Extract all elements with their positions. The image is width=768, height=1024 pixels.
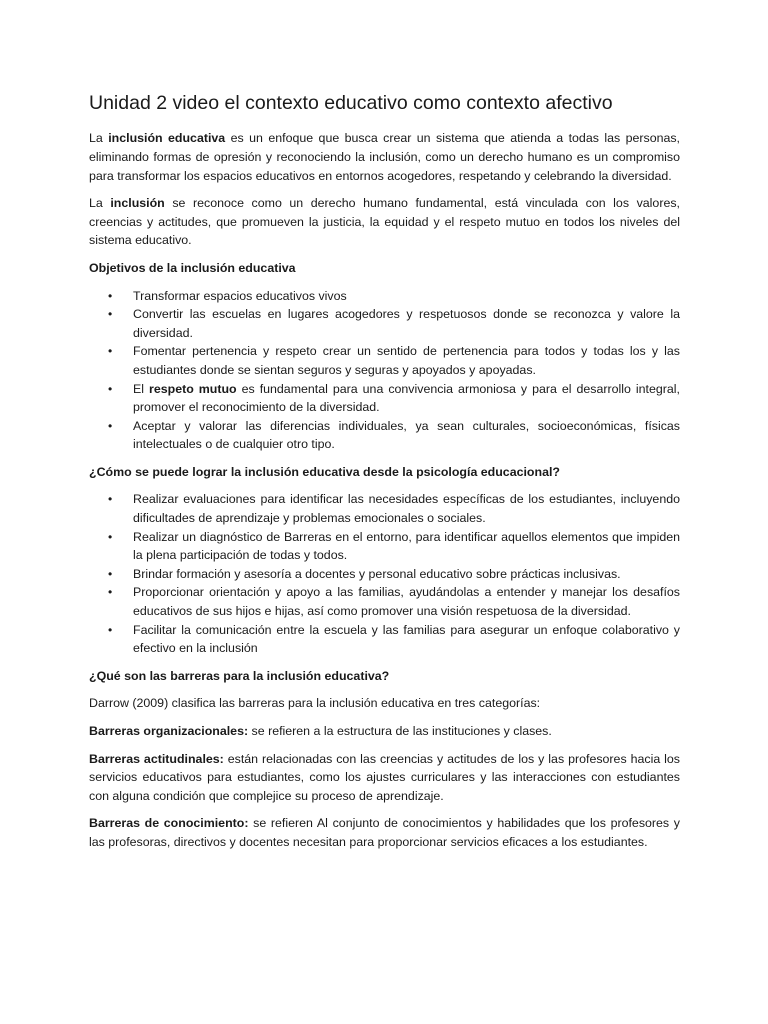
bullet-icon: • [108,622,113,637]
text-run: Aceptar y valorar las diferencias individuales, ya sean culturales, socioeconómicas, físicas intelectuales o de cualquier otro tipo. [133,418,680,452]
bullet-icon: • [108,381,113,396]
text-run: La [89,131,109,146]
list-item [89,490,680,527]
text-run: Convertir las escuelas en lugares acogedores y respetuosos donde se reconozca y valore la diversidad. [133,307,680,340]
list-objetivos [89,287,680,454]
text-run: La [89,196,111,211]
heading-objetivos: Objetivos de la inclusión educativa [89,260,296,275]
list-item [89,528,680,565]
bullet-icon: • [108,418,113,433]
text-run: están relacionadas con las creencias y actitudes de los y las profesores hacia los servicios educativos para estudiantes, como los ajustes curriculares y las interacciones con estudiantes con alguna condición que complejice su proceso de aprendizaje. [89,751,681,803]
paragraph-barreras-organizacionales [89,722,680,741]
bullet-icon: • [108,307,113,322]
text-run: es un enfoque que busca crear un sistema que atienda a todas las personas, eliminando formas de opresión y reconociendo la inclusión, como un derecho humano es un compromiso para transformar los espacios educativos en entornos acogedores, respetando y celebrando la diversidad. [89,131,681,183]
list-item [89,287,680,306]
text-run: El [133,381,150,396]
paragraph-barreras-conocimiento [89,814,680,851]
text-run: Brindar formación y asesoría a docentes y personal educativo sobre prácticas inclusivas. [133,566,621,581]
bullet-icon: • [108,344,113,359]
text-run: es fundamental para una convivencia armoniosa y para el desarrollo integral, promover el reconocimiento de la diversidad. [133,381,680,415]
paragraph-darrow: Darrow (2009) clasifica las barreras para la inclusión educativa en tres categorías: [89,696,541,711]
text-run: Transformar espacios educativos vivos [133,288,347,303]
bullet-icon: • [108,492,113,507]
paragraph-barreras-actitudinales [89,750,680,806]
list-item [89,380,680,417]
list-item [89,342,680,379]
paragraph-inclusion [89,194,680,250]
bullet-icon: • [108,288,113,303]
bold-term: inclusión educativa [108,131,226,146]
list-como [89,490,680,657]
bullet-icon: • [108,585,113,600]
text-run: Proporcionar orientación y apoyo a las familias, ayudándolas a entender y manejar los desafíos educativos de sus hijos e hijas, así como promover una visión respetuosa de la diversidad. [133,585,680,619]
bullet-icon: • [108,529,113,544]
text-run: Fomentar pertenencia y respeto crear un sentido de pertenencia para todos y todas los y las estudiantes donde se sientan seguros y seguras y apoyados y apoyadas. [133,344,680,377]
list-item [89,565,680,584]
text-run: se refieren a la estructura de las instituciones y clases. [248,724,552,739]
list-item [89,621,680,658]
text-run: Facilitar la comunicación entre la escuela y las familias para asegurar un enfoque colaborativo y efectivo en la inclusión [133,622,680,656]
bullet-icon: • [108,566,113,581]
document-body [89,92,680,861]
bold-term: respeto mutuo [149,381,237,396]
bold-term: Barreras actitudinales: [89,751,224,766]
heading-barreras: ¿Qué son las barreras para la inclusión educativa? [89,668,390,683]
list-item [89,305,680,342]
document-title: Unidad 2 video el contexto educativo como contexto afectivo [89,92,613,114]
bold-term: inclusión [110,196,165,211]
list-item [89,583,680,620]
bold-term: Barreras de conocimiento: [89,816,249,831]
list-item [89,417,680,454]
bold-term: Barreras organizacionales: [89,724,249,739]
text-run: se refieren Al conjunto de conocimientos y habilidades que los profesores y las profesoras, directivos y docentes necesitan para proporcionar servicios eficaces a los estudiantes. [89,816,680,849]
text-run: Realizar un diagnóstico de Barreras en el entorno, para identificar aquellos elementos que impiden la plena participación de todas y todos. [133,529,680,563]
heading-como: ¿Cómo se puede lograr la inclusión educativa desde la psicología educacional? [89,464,560,479]
text-run: se reconoce como un derecho humano fundamental, está vinculada con los valores, creencias y actitudes, que promueven la justicia, la equidad y el respeto mutuo en todos los niveles del sistema educativo. [89,196,680,248]
paragraph-inclusion-educativa [89,129,680,185]
text-run: Realizar evaluaciones para identificar las necesidades específicas de los estudiantes, incluyendo dificultades de aprendizaje y problemas emocionales o sociales. [133,492,680,526]
